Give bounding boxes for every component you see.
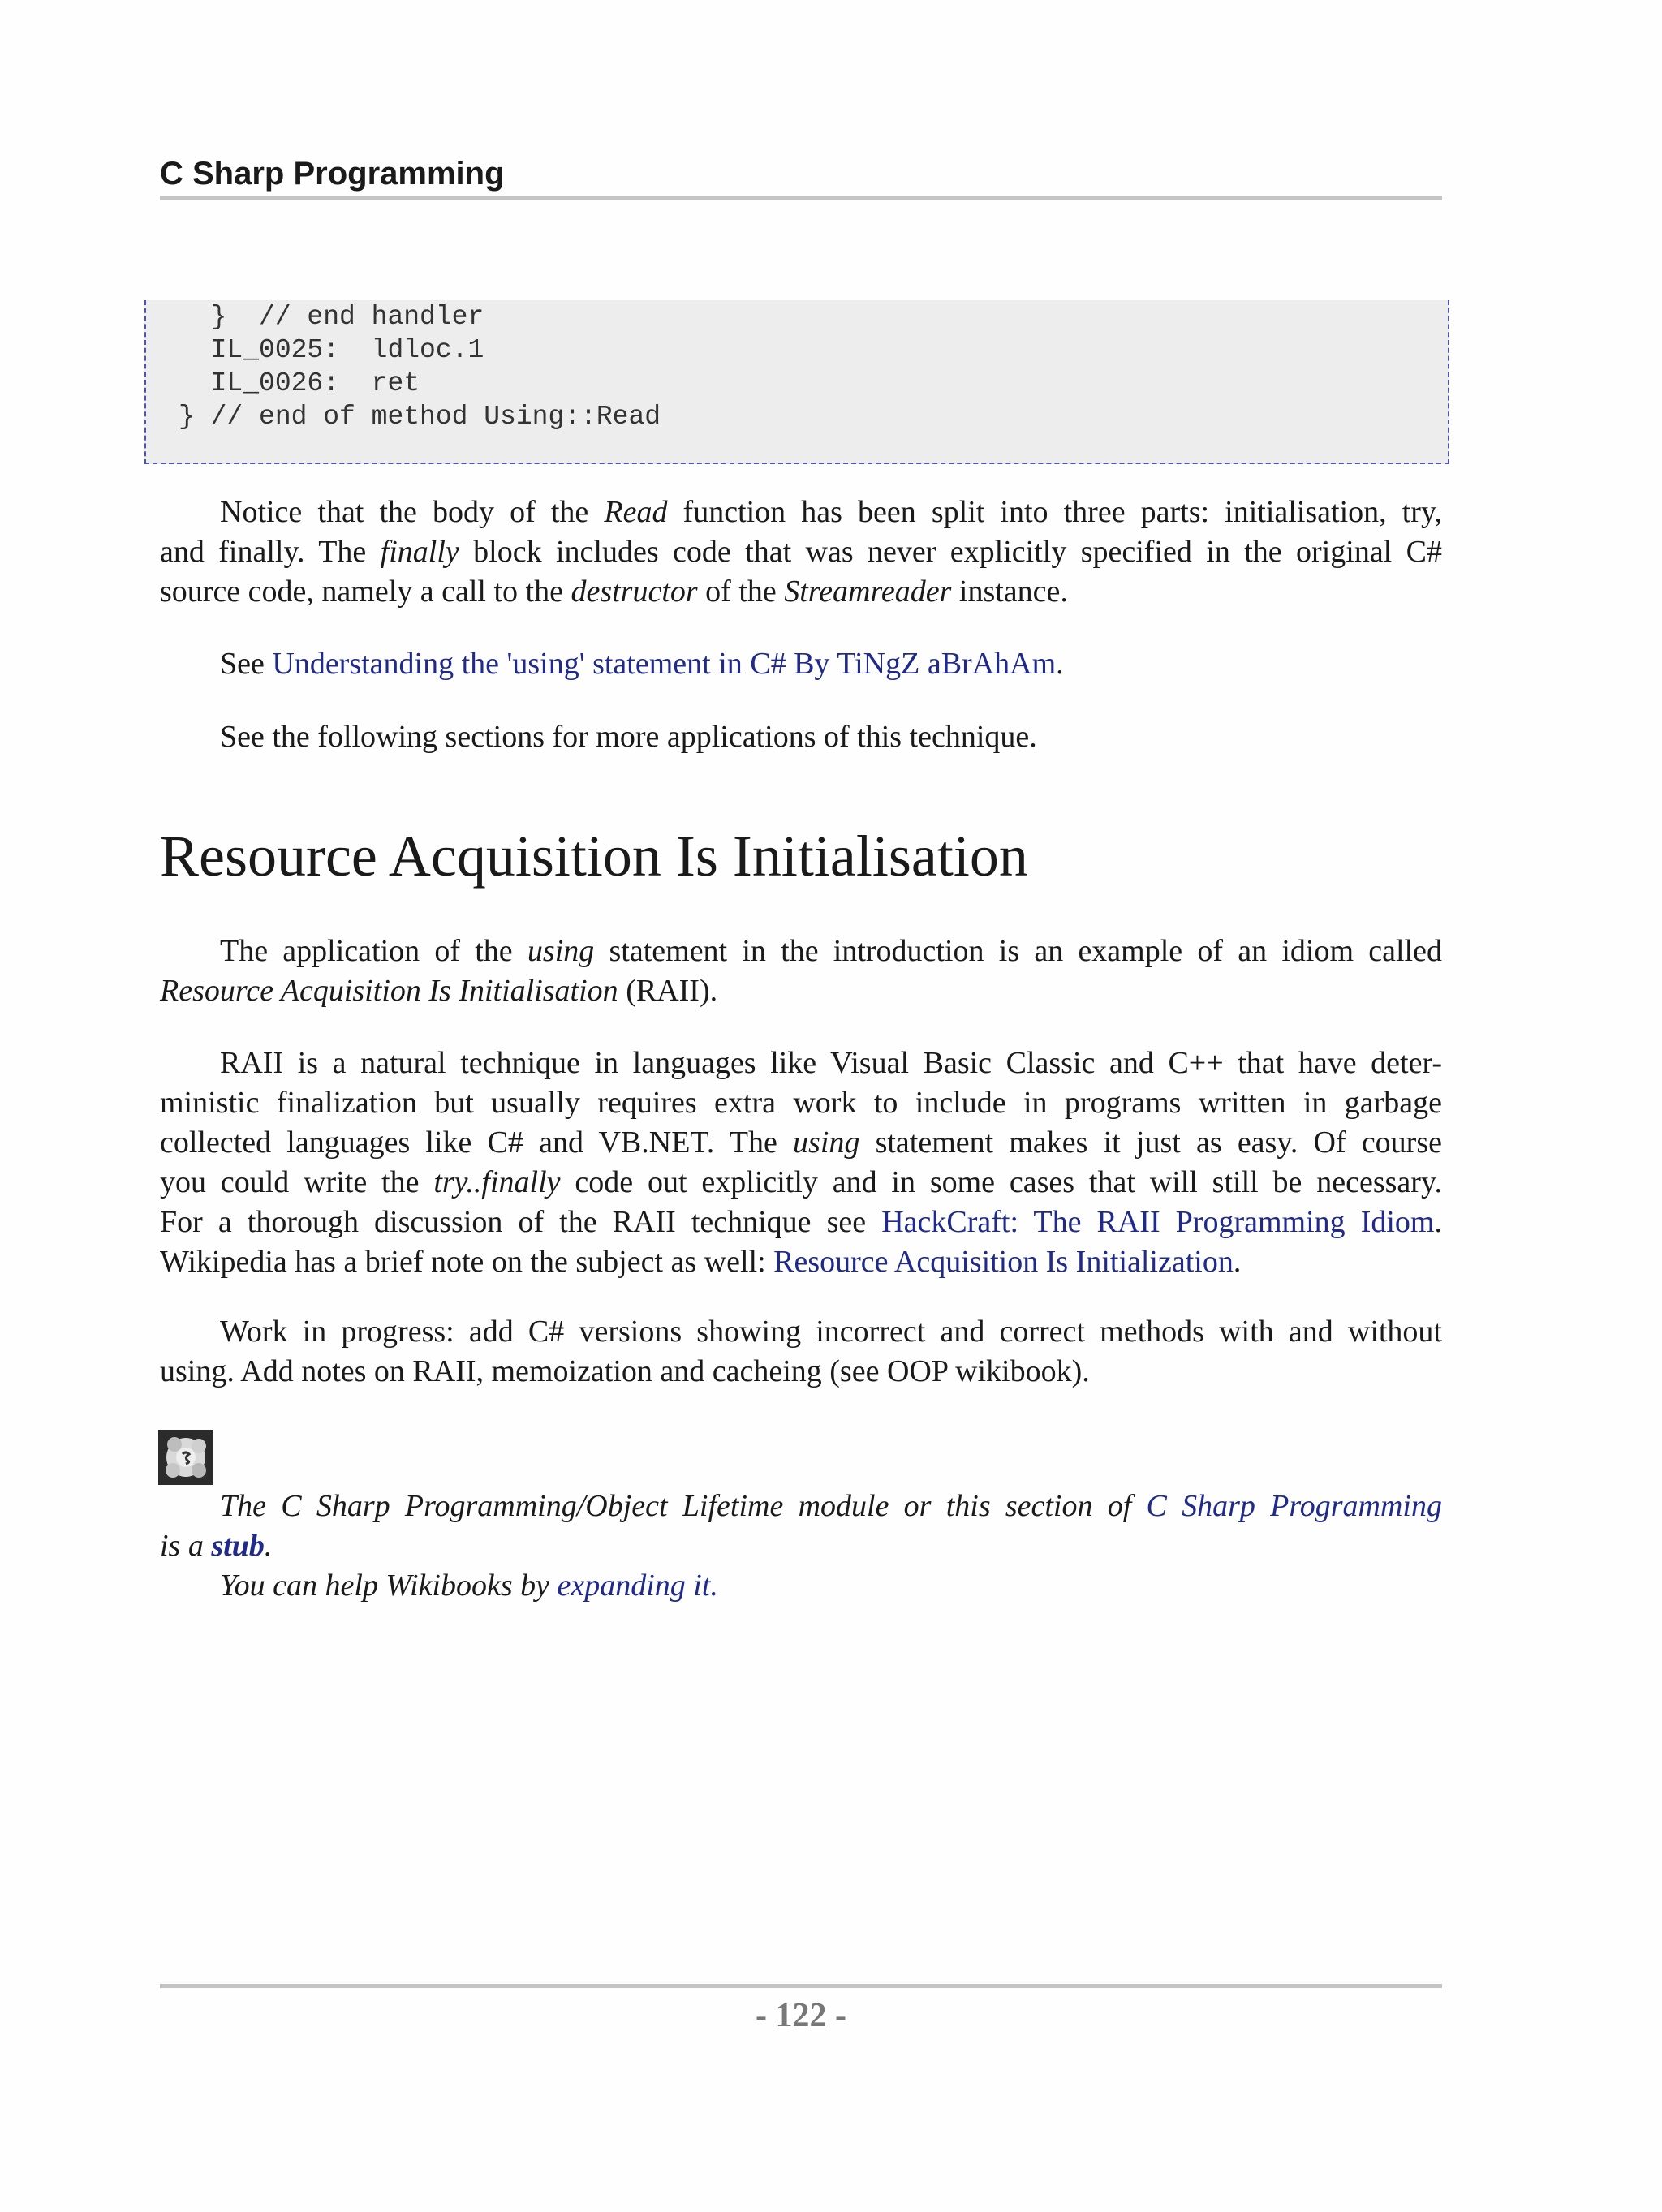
code-lines [179, 300, 661, 433]
text-italic: using [793, 1125, 860, 1160]
paragraph-line: RAII is a natural technique in languages like Visual Basic Classic and C++ that have deter- [220, 1046, 1442, 1080]
header-rule [160, 196, 1442, 200]
link-hackcraft-raii[interactable]: HackCraft: The RAII Programming Idiom [881, 1205, 1435, 1239]
paragraph-line [160, 532, 1442, 572]
link-expanding-it[interactable]: expanding it. [557, 1569, 718, 1603]
stub-icon [158, 1430, 213, 1485]
page-number: - 122 - [756, 1997, 846, 2034]
paragraph-line: Work in progress: add C# versions showing incorrect and correct methods with and without [220, 1315, 1442, 1349]
text: The application of the [220, 934, 527, 968]
paragraph-line [160, 971, 1442, 1011]
link-wikipedia-raii[interactable]: Resource Acquisition Is Initialization [773, 1245, 1234, 1279]
text-italic: Resource Acquisition Is Initialisation [160, 974, 618, 1008]
text: source code, namely a call to the [160, 575, 571, 609]
paragraph-using-idiom [160, 932, 1442, 1011]
text-italic: using [527, 934, 595, 968]
text-italic: is a [160, 1529, 212, 1563]
footer-rule [160, 1984, 1442, 1988]
text-italic: The C Sharp Programming/Object Lifetime module or this section of [220, 1489, 1147, 1523]
text: collected languages like C# and VB.NET. The [160, 1125, 794, 1160]
paragraph-raii [160, 1044, 1442, 1282]
text: See [220, 647, 273, 681]
stub-icon-graphic [158, 1430, 213, 1485]
text: . [1233, 1245, 1242, 1279]
paragraph-read-function [160, 493, 1442, 612]
text-italic: Streamreader [784, 575, 952, 609]
running-header: C Sharp Programming [160, 156, 505, 192]
paragraph-see-following [160, 717, 1442, 757]
text-italic: finally [380, 535, 459, 569]
text: Wikipedia has a brief note on the subject as well: [160, 1245, 774, 1279]
text: block includes code that was never explicitly specified in the original C# [459, 535, 1442, 569]
paragraph-line: using. Add notes on RAII, memoization and cacheing (see OOP wikibook). [160, 1354, 1090, 1388]
paragraph-line [160, 1566, 1442, 1606]
text: . [1434, 1205, 1442, 1239]
text: function has been split into three parts: initialisation, try, [667, 495, 1442, 529]
paragraph-line [160, 1242, 1442, 1282]
text-italic: try..finally [433, 1165, 561, 1199]
code-line: IL_0026: ret [179, 368, 420, 398]
paragraph-work-in-progress [160, 1312, 1442, 1392]
paragraph-line [160, 493, 1442, 532]
paragraph-line: ministic finalization but usually requires extra work to include in programs written in garbage [160, 1086, 1442, 1120]
text: and finally. The [160, 535, 381, 569]
text-italic: destructor [571, 575, 698, 609]
paragraph-line [160, 1123, 1442, 1163]
text: of the [697, 575, 785, 609]
text-italic: . [264, 1529, 273, 1563]
paragraph-line: See the following sections for more applications of this technique. [220, 720, 1037, 754]
text: . [1056, 647, 1064, 681]
paragraph-line [160, 1203, 1442, 1242]
paragraph-line [160, 1526, 1442, 1566]
code-line: } // end handler [179, 302, 484, 332]
link-c-sharp-programming[interactable]: C Sharp Programming [1146, 1489, 1442, 1523]
code-line: IL_0025: ldloc.1 [179, 335, 484, 365]
text: instance. [951, 575, 1068, 609]
link-stub[interactable]: stub [211, 1529, 265, 1563]
code-block [144, 300, 1449, 464]
paragraph-line [160, 572, 1442, 612]
text: statement in the introduction is an example of an idiom called [594, 934, 1442, 968]
text: you could write the [160, 1165, 434, 1199]
paragraph-line [160, 644, 1442, 684]
text: (RAII). [618, 974, 718, 1008]
paragraph-line [160, 932, 1442, 971]
text: code out explicitly and in some cases that will still be necessary. [560, 1165, 1442, 1199]
paragraph-line [160, 1163, 1442, 1203]
link-understanding-using[interactable]: Understanding the 'using' statement in C# By TiNgZ aBrAhAm [272, 647, 1057, 681]
text: statement makes it just as easy. Of course [859, 1125, 1442, 1160]
text-italic: You can help Wikibooks by [220, 1569, 558, 1603]
code-line: } // end of method Using::Read [179, 402, 661, 432]
stub-notice [160, 1487, 1442, 1606]
section-heading: Resource Acquisition Is Initialisation [160, 824, 1028, 889]
text-italic: Read [604, 495, 668, 529]
text: Notice that the body of the [220, 495, 605, 529]
paragraph-line [160, 1487, 1442, 1526]
text: For a thorough discussion of the RAII technique see [160, 1205, 882, 1239]
paragraph-see-using [160, 644, 1442, 684]
